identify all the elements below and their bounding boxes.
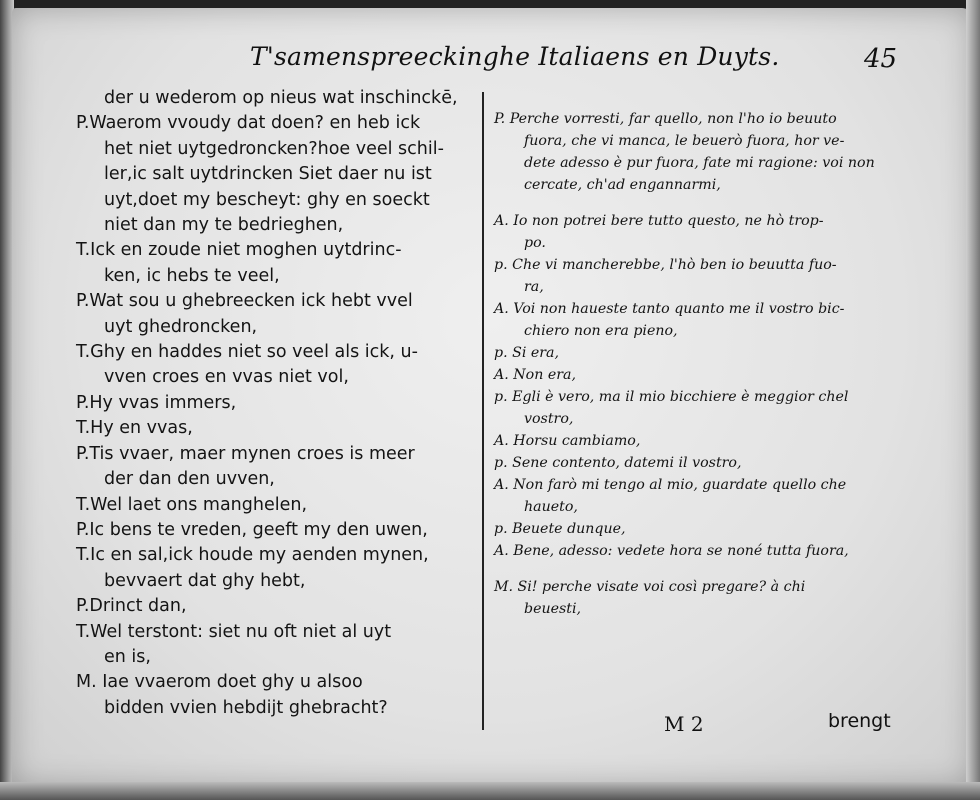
italian-line: A. Voi non haueste tanto quanto me il vostro bic- [494,301,845,317]
italian-line: A. Non era, [494,367,577,383]
dutch-line: het niet uytgedroncken?hoe veel schil- [104,138,444,159]
italian-line: A. Io non potrei bere tutto questo, ne hò trop- [494,213,824,229]
dutch-line: der dan den uvven, [104,469,275,490]
dutch-line: T.Hy en vvas, [76,418,193,439]
dutch-line: niet dan my te bedrieghen, [104,215,344,236]
dutch-line: uyt ghedroncken, [104,316,258,337]
dutch-line: T.Ghy en haddes niet so veel als ick, u- [76,342,418,363]
italian-line: ra, [524,279,544,295]
dutch-line: P.Hy vvas immers, [76,392,237,413]
page-number: 45 [864,44,898,74]
dutch-line: P.Wat sou u ghebreecken ick hebt vvel [76,291,413,312]
dutch-line: T.Ick en zoude niet moghen uytdrinc- [76,240,402,261]
italian-line: M. Si! perche visate voi così pregare? à chi [494,579,806,595]
italian-line: A. Horsu cambiamo, [494,433,641,449]
dutch-line: vven croes en vvas niet vol, [104,367,349,388]
dutch-line: bevvaert dat ghy hebt, [104,570,306,591]
italian-line: p. Che vi mancherebbe, l'hò ben io beuutta fuo- [494,257,837,273]
italian-line: p. Egli è vero, ma il mio bicchiere è meggior chel [494,389,849,405]
page-edge-right [966,0,980,800]
italian-line: dete adesso è pur fuora, fate mi ragione: voi non [524,155,875,171]
dutch-line: P.Tis vvaer, maer mynen croes is meer [76,443,415,464]
dutch-line: der u wederom op nieus wat inschinckē, [104,88,458,108]
catchword: brengt [828,710,891,732]
italian-line: beuesti, [524,601,582,617]
dutch-line: ler,ic salt uytdrincken Siet daer nu ist [104,164,432,185]
italian-line: fuora, che vi manca, le beuerò fuora, hor ve- [524,133,845,149]
dutch-line: uyt,doet my bescheyt: ghy en soeckt [104,189,430,210]
column-divider [482,92,484,730]
dutch-line: P.Ic bens te vreden, geeft my den uwen, [76,519,428,540]
dutch-line: T.Ic en sal,ick houde my aenden mynen, [76,545,429,566]
italian-line: vostro, [524,411,574,427]
italian-line: chiero non era pieno, [524,323,678,339]
dutch-line: T.Wel terstont: siet nu oft niet al uyt [76,621,392,642]
dutch-line: en is, [104,646,151,667]
dutch-line: bidden vvien hebdijt ghebracht? [104,697,388,718]
italian-line: p. Beuete dunque, [494,521,626,537]
dutch-line: ken, ic hebs te veel, [104,265,280,286]
italian-column [494,108,904,620]
italian-line: A. Bene, adesso: vedete hora se noné tutta fuora, [494,543,849,559]
italian-line: p. Sene contento, datemi il vostro, [494,455,742,471]
dutch-column [76,86,476,721]
dutch-line: P.Waerom vvoudy dat doen? en heb ick [76,113,421,134]
italian-line: p. Si era, [494,345,560,361]
dutch-line: P.Drinct dan, [76,596,187,617]
dutch-line: M. Iae vvaerom doet ghy u alsoo [76,672,363,693]
page-edge-bottom [0,782,980,800]
italian-line: cercate, ch'ad engannarmi, [524,177,721,193]
signature-mark: M 2 [664,712,704,736]
italian-line: po. [524,235,546,251]
italian-line: A. Non farò mi tengo al mio, guardate quello che [494,477,847,493]
running-head: T'samenspreeckinghe Italiaens en Duyts. [250,42,780,71]
italian-line: haueto, [524,499,578,515]
dutch-line: T.Wel laet ons manghelen, [76,494,308,515]
italian-line: P. Perche vorresti, far quello, non l'ho io beuuto [494,111,837,127]
